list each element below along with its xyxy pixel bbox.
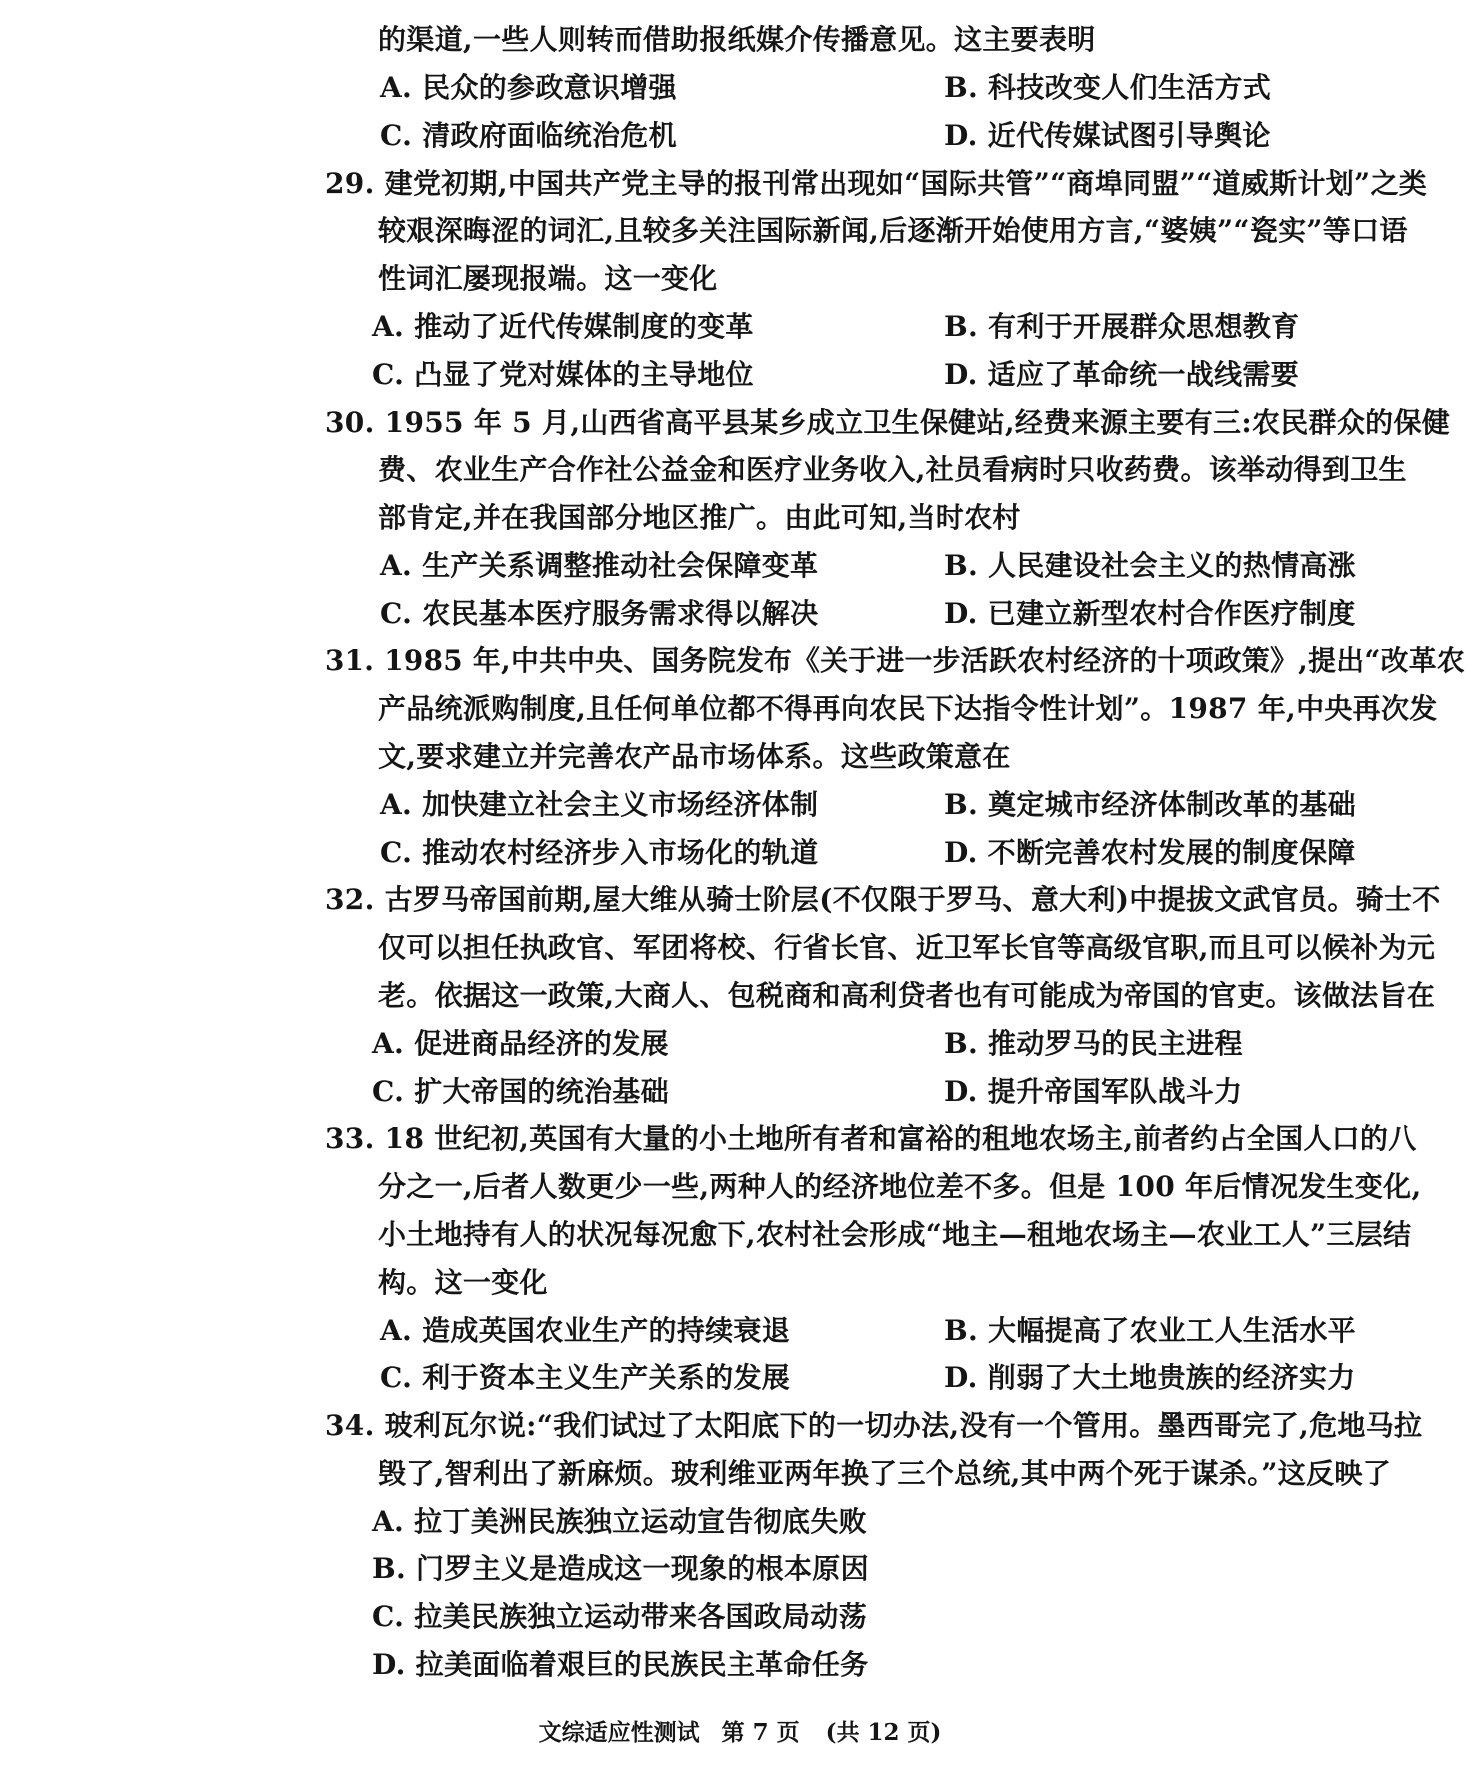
q33-option-d: D. 削弱了大土地贵族的经济实力 [944,1361,1356,1394]
q32-stem-line3: 老。依据这一政策,大商人、包税商和高利贷者也有可能成为帝国的官吏。该做法旨在 [378,979,1436,1012]
q30-option-b: B. 人民建设社会主义的热情高涨 [944,549,1356,582]
q34-option-b: B. 门罗主义是造成这一现象的根本原因 [372,1552,869,1585]
q33-option-c: C. 利于资本主义生产关系的发展 [380,1361,791,1394]
q31-stem-line1: 31. 1985 年,中共中央、国务院发布《关于进一步活跃农村经济的十项政策》,提出“改革农 [325,644,1465,677]
q34-stem-line1: 34. 玻利瓦尔说:“我们试过了太阳底下的一切办法,没有一个管用。墨西哥完了,危地马拉 [325,1409,1423,1442]
q31-stem-line2: 产品统派购制度,且任何单位都不得再向农民下达指令性计划”。1987 年,中央再次发 [378,692,1438,725]
q33-stem-line3: 小土地持有人的状况每况愈下,农村社会形成“地主—租地农场主—农业工人”三层结 [378,1218,1412,1251]
q32-option-c: C. 扩大帝国的统治基础 [372,1075,669,1108]
q31-option-a: A. 加快建立社会主义市场经济体制 [380,788,819,821]
q34-option-a: A. 拉丁美洲民族独立运动宣告彻底失败 [372,1505,867,1538]
q31-option-c: C. 推动农村经济步入市场化的轨道 [380,836,819,869]
q30-stem-line1: 30. 1955 年 5 月,山西省高平县某乡成立卫生保健站,经费来源主要有三:农民群众的保健 [325,406,1451,439]
q30-option-c: C. 农民基本医疗服务需求得以解决 [380,597,819,630]
q32-option-a: A. 促进商品经济的发展 [372,1027,669,1060]
footer-total-pages: (共 12 页) [825,1719,942,1746]
q32-option-d: D. 提升帝国军队战斗力 [944,1075,1243,1108]
page-footer [0,1716,1480,1750]
q29-option-a: A. 推动了近代传媒制度的变革 [372,310,754,343]
q31-stem-line3: 文,要求建立并完善农产品市场体系。这些政策意在 [378,740,1011,773]
q32-stem-line1: 32. 古罗马帝国前期,屋大维从骑士阶层(不仅限于罗马、意大利)中提拔文武官员。骑士不 [325,883,1441,916]
q33-stem-line1: 33. 18 世纪初,英国有大量的小土地所有者和富裕的租地农场主,前者约占全国人口的八 [325,1122,1417,1155]
q28-option-b: B. 科技改变人们生活方式 [944,71,1272,104]
q33-option-b: B. 大幅提高了农业工人生活水平 [944,1314,1356,1347]
q32-option-b: B. 推动罗马的民主进程 [944,1027,1243,1060]
q29-option-b: B. 有利于开展群众思想教育 [944,310,1300,343]
q30-stem-line3: 部肯定,并在我国部分地区推广。由此可知,当时农村 [378,501,1021,534]
footer-page-number: 第 7 页 [721,1719,800,1746]
q28-stem-tail: 的渠道,一些人则转而借助报纸媒介传播意见。这主要表明 [378,23,1096,56]
q34-option-c: C. 拉美民族独立运动带来各国政局动荡 [372,1600,867,1633]
q30-option-d: D. 已建立新型农村合作医疗制度 [944,597,1356,630]
q31-option-b: B. 奠定城市经济体制改革的基础 [944,788,1356,821]
q33-stem-line2: 分之一,后者人数更少一些,两种人的经济地位差不多。但是 100 年后情况发生变化, [378,1170,1422,1203]
q30-option-a: A. 生产关系调整推动社会保障变革 [380,549,819,582]
q29-stem-line2: 较艰深晦涩的词汇,且较多关注国际新闻,后逐渐开始使用方言,“婆姨”“瓷实”等口语 [378,214,1408,247]
q28-option-c: C. 清政府面临统治危机 [380,119,677,152]
q33-stem-line4: 构。这一变化 [378,1266,548,1299]
q31-option-d: D. 不断完善农村发展的制度保障 [944,836,1356,869]
q33-option-a: A. 造成英国农业生产的持续衰退 [380,1314,791,1347]
q29-option-d: D. 适应了革命统一战线需要 [944,358,1299,391]
q30-stem-line2: 费、农业生产合作社公益金和医疗业务收入,社员看病时只收药费。该举动得到卫生 [378,453,1407,486]
q34-option-d: D. 拉美面临着艰巨的民族民主革命任务 [372,1648,869,1681]
q29-option-c: C. 凸显了党对媒体的主导地位 [372,358,754,391]
footer-subject: 文综适应性测试 [538,1719,700,1746]
q32-stem-line2: 仅可以担任执政官、军团将校、行省长官、近卫军长官等高级官职,而且可以候补为元 [378,931,1436,964]
q28-option-d: D. 近代传媒试图引导舆论 [944,119,1271,152]
q34-stem-line2: 毁了,智利出了新麻烦。玻利维亚两年换了三个总统,其中两个死于谋杀。”这反映了 [378,1457,1392,1490]
q28-option-a: A. 民众的参政意识增强 [380,71,677,104]
q29-stem-line3: 性词汇屡现报端。这一变化 [378,262,718,295]
q29-stem-line1: 29. 建党初期,中国共产党主导的报刊常出现如“国际共管”“商埠同盟”“道威斯计划”之类 [325,167,1428,200]
